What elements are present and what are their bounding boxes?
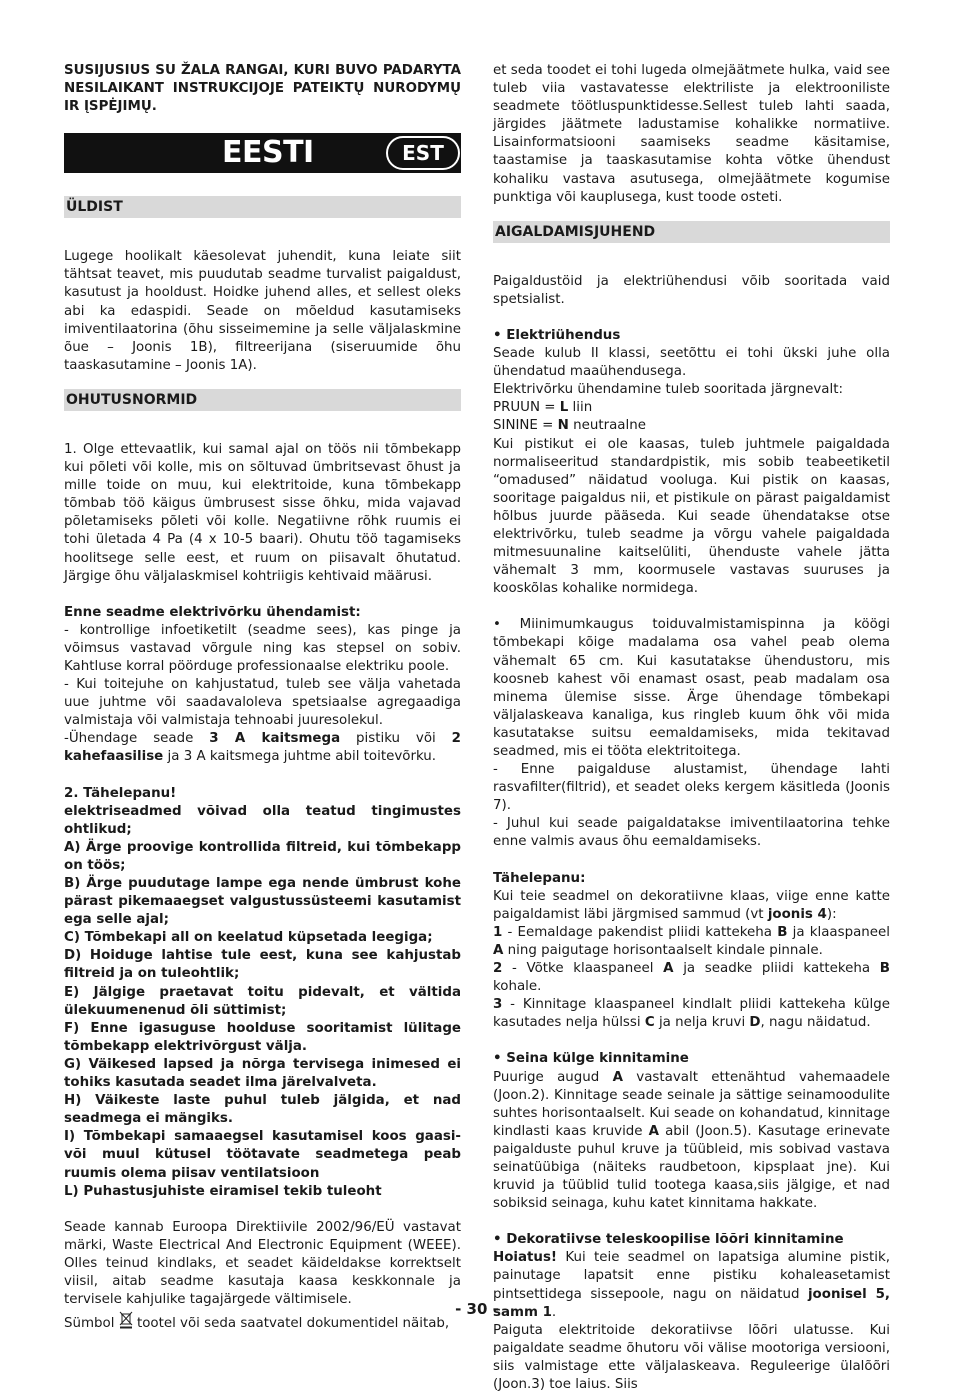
paragraph-weee: Seade kannab Euroopa Direktiivile 2002/96/EÜ vastavat märki, Waste Electrical And Electronic Equipment (WEEE). Olles teinud kindlaks, et seadet käideldakse korrektselt viisil, aitab seadme kasutaja kaasa keskkonnale ja tervisele kahjulike tagajärgede vältimisele. [64, 1219, 461, 1308]
step-3: 3 - Kinnitage klaaspaneel kindlalt pliidi kattekeha külge kasutades nelja hülssi C ja nelja kruvi D, nagu näidatud. [493, 997, 890, 1031]
warning-item-h: H) Väikeste laste puhul tuleb jälgida, et nad seadmega ei mängiks. [64, 1093, 461, 1127]
subheading-electrical: • Elektriühendus [493, 327, 621, 343]
warning-item-e: E) Jälgige praetavat toitu pidevalt, et vältida ülekuumenenud õli süttimist; [64, 984, 461, 1018]
paragraph-warning-plug: Hoiatus! Kui teie seadmel on lapatsiga alumine pistik, painutage lapatsit enne pistiku kohaleasetamist pintsettidega sissepoole, nagu on näidatud joonisel 5, samm 1. [493, 1250, 890, 1320]
warning-item-g: G) Väikesed lapsed ja nõrga tervisega inimesed ei tohiks kasutada seadet ilma järelvalveta. [64, 1056, 461, 1091]
paragraph-connect-fuse: -Ühendage seade 3 A kaitsmega pistiku või 2 kahefaasilise ja 3 A kaitsmega juhtme abil toitevõrku. [64, 731, 461, 765]
wire-blue: SININE = N neutraalne [493, 418, 646, 434]
paragraph-connection-method: Elektrivõrku ühendamine tuleb sooritada järgnevalt: [493, 382, 843, 398]
paragraph-cable-damage: - Kui toitejuhe on kahjustatud, tuleb see välja vahetada uue juhtme või saadavaloleva spetsiaalse agregaadiga valmistaja või valmistaja tehnoabi juuresolekul. [64, 677, 461, 729]
language-banner [64, 133, 461, 173]
paragraph-plug: Kui pistikut ei ole kaasas, tuleb juhtmele paigaldada normaliseeritud standardpistik, mis sobib teabeetiketil “omadused” näidatud vooluga. Kui pistik on kaasas, sooritage paigaldus nii, et pistikule on pärast paigaldamist hõlbus juurde pääseda. Kui seade ühendatakse otse elektrivõrku, tuleb seadme ja võrgu vahele paigaldada mitmesuunaline kaitselüliti, ühenduste vahele jätta vähemalt 3 mm, koormusele vastavas suuruses ja kooskõlas kohalike normidega. [493, 436, 890, 597]
paragraph-wall-mounting: Puurige augud A vastavalt ettenähtud vahemaadele (Joon.2). Kinnitage seade seinale ja sättige seinamoodulite suhtes horisontaalselt. Kui seade on kohandatud, kinnitage kindlasti kaas kruvide A abil (Joon.5). Kasutage erinevate paigalduste puhul kruve ja tüübleid, mis sobivad vastava seinatüübiga (näiteks raudbetoon, kipsplaat jne). Kui kruvid ja tüüblid tulid tootega kaasa,siis jälgige, et nad sobiksid seinaga, kuhu katet kinnitama hakkate. [493, 1069, 890, 1212]
paragraph-exhaust-opening: - Juhul kui seade paigaldatakse imiventilaatorina tehke enne valmis avaus õhu eemaldamiseks. [493, 816, 890, 850]
paragraph-chimney: Paiguta elektritoide dekoratiivse lõõri ulatusse. Kui paigaldate seadme õhutoru või välise mootoriga versiooni, siis valmistage ette väljalaskeava. Reguleerige ülalõõri (Joon.3) toe laius. Siis [493, 1322, 890, 1392]
subheading-attention: Tähelepanu: [493, 870, 586, 886]
section-heading-uldist: ÜLDIST [64, 196, 461, 218]
wire-brown: PRUUN = L liin [493, 400, 593, 416]
paragraph-safety-1: 1. Olge ettevaatlik, kui samal ajal on töös nii tõmbekapp kui põleti või kolle, mis on sõltuvad ümbritsevast õhust ja mille toide on muu, kui elektritoide, kuna tõmbekapp tõmbab töö käigus ümbrusest sisse õhku, mida vajavad põletamiseks põleti või kolle. Negatiivne rõhk ruumis ei tohi ületada 4 Pa (4 x 10-5 baari). Ohutu töö tagamiseks hoolitsege selle eest, et ruum on piisavalt õhutatud. Järgige õhu väljalaskmisel kohtriigis kehtivaid määrusi. [64, 441, 461, 584]
banner-title: EESTI [222, 135, 314, 171]
warning-item-i: I) Tõmbekapi samaaegsel kasutamisel koos gaasi- või muul kütusel töötavate seadmetega peab ruumis olema piisav ventilatsioon [64, 1129, 461, 1181]
paragraph-weee-continued: et seda toodet ei tohi lugeda olmejäätmete hulka, vaid see tuleb viia vastavatesse elektriliste ja elektrooniliste seadmete töötluspunktidesse.Sellest tuleb lahti saada, järgides jäätmete ladustamise kohalikke normatiive. Lisainformatsiooni saamiseks seadme käsitamise, taastamise ja taaskasutamise kohta võtke ühendust kohaliku vastava asutusega, olmejäätmete kogumise punktiga või kauplusega, kust toode osteti. [493, 63, 890, 205]
warning-item-c: C) Tõmbekapi all on keelatud küpsetada leegiga; [64, 930, 433, 946]
paragraph-installation-specialist: Paigaldustöid ja elektriühendusi võib sooritada vaid spetsialist. [493, 273, 890, 307]
warning-item-a: A) Ärge proovige kontrollida filtreid, kui tõmbekapp on töös; [64, 839, 461, 873]
subheading-wall-mounting: • Seina külge kinnitamine [493, 1051, 689, 1067]
left-column [64, 62, 461, 1333]
warning-item-l: L) Puhastusjuhiste eiramisel tekib tuleoht [64, 1183, 382, 1199]
language-badge: EST [386, 136, 460, 170]
paragraph-uldist: Lugege hoolikalt käesolevat juhendit, kuna leiate siit tähtsat teavet, mis puudutab seadme turvalist paigaldust, kasutust ja hooldust. Hoidke juhend alles, et sellest oleks abi ka edaspidi. Seade on mõeldud kasutamiseks imiventilaatorina (õhu sisseimemine ja selle väljalaskmine õue – Joonis 1B), filtreerijana (siseruumide õhu taaskasutamine – Joonis 1A). [64, 249, 461, 373]
section-heading-ohutusnormid: OHUTUSNORMID [64, 389, 461, 411]
warning-item-b: B) Ärge puudutage lampe ega nende ümbrust kohe pärast pikemaaegset valgustussüsteemi kasutamist ega selle ajal; [64, 876, 461, 928]
subheading-telescopic-chimney: • Dekoratiivse teleskoopilise lõõri kinnitamine [493, 1232, 844, 1248]
paragraph-min-distance: • Miinimumkaugus toiduvalmistamispinna ja köögi tõmbekapi kõige madalama osa vahel peab olema vähemalt 65 cm. Kui kasutatakse ühendustoru, mis koosneb kahest või enamast osast, peab madalam osa minema ülemise sisse. Ärge ühendage tõmbekapi väljalaskeava kanaliga, kus ringleb kuum õhk või mida kasutatakse suitsu eemaldamiseks, mida tekitavad seadmed, mis ei tööta elektritoitega. [493, 617, 890, 759]
paragraph-decorative-glass: Kui teie seadmel on dekoratiivne klaas, viige enne katte paigaldamist läbi järgmised sammud (vt joonis 4): [493, 888, 890, 922]
paragraph-class-two: Seade kulub II klassi, seetõttu ei tohi ükski juhe olla ühendatud maaühendusega. [493, 346, 890, 380]
intro-warning: SUSIJUSIUS SU ŽALA RANGAI, KURI BUVO PADARYTA NESILAIKANT INSTRUKCIJOJE PATEIKTŲ NURODYMŲ IR ĮSPĖJIMŲ. [64, 63, 461, 115]
section-heading-paigaldus: AIGALDAMISJUHEND [493, 221, 890, 243]
step-2: 2 - Võtke klaaspaneel A ja seadke pliidi kattekeha B kohale. [493, 961, 890, 995]
right-column [493, 62, 890, 1394]
step-1: 1 - Eemaldage pakendist pliidi kattekeha B ja klaaspaneel A ning paigutage horisontaalselt kindale pinnale. [493, 924, 890, 958]
warning-title: 2. Tähelepanu! [64, 785, 177, 801]
warning-item-d: D) Hoiduge lahtise tule eest, kuna see kahjustab filtreid ja on tuleohtlik; [64, 948, 461, 982]
paragraph-symbol: Sümbol tootel või seda saatvatel dokumentidel näitab, [64, 1311, 461, 1333]
warning-item-f: F) Enne igasuguse hoolduse sooritamist lülitage tõmbekapp elektrivõrgust välja. [64, 1020, 461, 1054]
paragraph-check-label: - kontrollige infoetiketilt (seadme sees), kas pinge ja võimsus vastavad võrgule ning kas stepsel on sobiv. Kahtluse korral pöörduge professionaalse elektriku poole. [64, 622, 461, 674]
page-number: - 30 - [455, 1300, 499, 1318]
warning-subtitle: elektriseadmed võivad olla teatud tingimustes ohtlikud; [64, 803, 461, 837]
paragraph-grease-filter: - Enne paigalduse alustamist, ühendage lahti rasvafilter(filtrid), et seadet oleks kergem käsitleda (Joonis 7). [493, 762, 890, 814]
subheading-before-connecting: Enne seadme elektrivõrku ühendamist: [64, 604, 361, 620]
